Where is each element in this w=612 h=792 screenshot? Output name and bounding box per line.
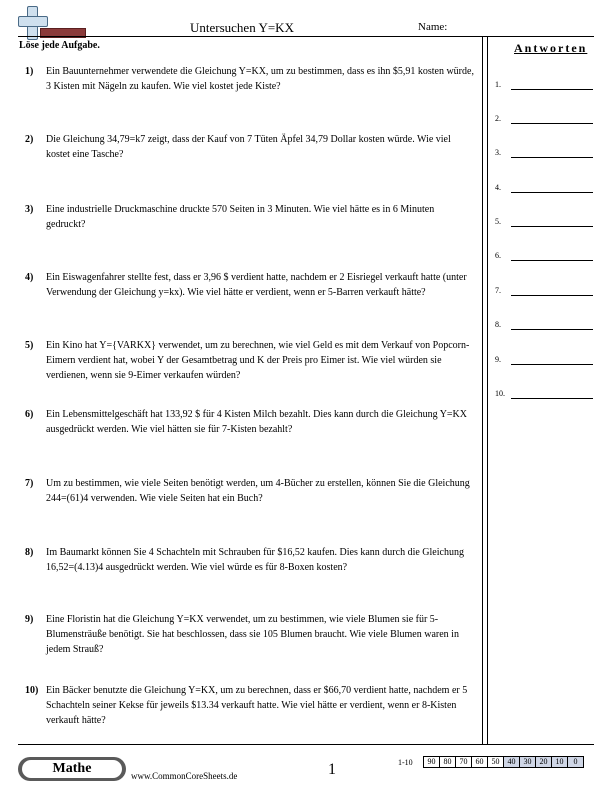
question-text: Ein Kino hat Y={VARKX} verwendet, um zu berechnen, wie viel Geld es mit dem Verkauf von Popcorn-Eimern verdient hat, wobei Y der Gesamtbetrag und K der Preis pro Eimer ist. Wie viel würden sie verdienen, wenn sie 9-Eimer verkaufen würden? xyxy=(46,340,470,381)
answer-number: 10. xyxy=(495,389,505,398)
score-range-label: 1-10 xyxy=(398,758,413,767)
question-number: 2) xyxy=(25,134,34,145)
page-number: 1 xyxy=(328,761,336,778)
site-url: www.CommonCoreSheets.de xyxy=(131,771,238,781)
question-text: Ein Lebensmittelgeschäft hat 133,92 $ für 4 Kisten Milch bezahlt. Dies kann durch die Gleichung Y=KX ausgedrückt werden. Wie viel hätten sie für 7-Kisten bezahlt? xyxy=(46,409,467,435)
question-number: 4) xyxy=(25,272,34,283)
answer-blank[interactable] xyxy=(511,89,593,90)
answer-number: 8. xyxy=(495,320,501,329)
score-cell: 20 xyxy=(536,757,552,768)
answer-row xyxy=(495,355,595,369)
logo xyxy=(18,4,68,38)
answer-number: 7. xyxy=(495,286,501,295)
answer-row xyxy=(495,183,595,197)
question-number: 8) xyxy=(25,547,34,558)
question-text: Ein Bäcker benutzte die Gleichung Y=KX, um zu berechnen, dass er $66,70 verdient hatte, nachdem er 5 Schachteln seiner Kekse für jeweils $13.34 verkauft hatte. Wie viel hätte er verdient, wenn er 8-Kisten verkauft hätte? xyxy=(46,685,468,726)
question-text: Eine industrielle Druckmaschine druckte 570 Seiten in 3 Minuten. Wie viel hätte es in 6 Minuten gedruckt? xyxy=(46,204,435,230)
answer-blank[interactable] xyxy=(511,398,593,399)
worksheet-title: Untersuchen Y=KX xyxy=(190,20,294,35)
score-cell: 30 xyxy=(520,757,536,768)
question-text: Ein Bauunternehmer verwendete die Gleichung Y=KX, um zu bestimmen, dass es ihn $5,91 kosten würde, 3 Kisten mit Nägeln zu kaufen. Wie viel kostet jede Kiste? xyxy=(46,66,474,92)
answer-row xyxy=(495,286,595,300)
question-number: 9) xyxy=(25,614,34,625)
answer-row xyxy=(495,389,595,403)
question-text: Ein Eiswagenfahrer stellte fest, dass er 3,96 $ verdient hatte, nachdem er 2 Eisriegel verkauft hatte (unter Verwendung der Gleichung y=kx). Wie viel hätte er verdient, wenn er 5-Barren verkauft hätte? xyxy=(46,272,467,298)
answer-row xyxy=(495,251,595,265)
question-text: Die Gleichung 34,79=k7 zeigt, dass der Kauf von 7 Tüten Äpfel 34,79 Dollar kosten würde. Wie viel kostet eine Tasche? xyxy=(46,134,451,160)
answer-column-border xyxy=(482,36,483,744)
answer-column-border-inner xyxy=(487,36,488,744)
question-text: Um zu bestimmen, wie viele Seiten benötigt werden, um 4-Bücher zu erstellen, können Sie die Gleichung 244=(61)4 verwenden. Wie viele Seiten hat ein Buch? xyxy=(46,478,470,504)
answer-number: 4. xyxy=(495,183,501,192)
answer-number: 6. xyxy=(495,251,501,260)
answer-blank[interactable] xyxy=(511,123,593,124)
answer-number: 3. xyxy=(495,148,501,157)
score-table xyxy=(423,756,584,768)
score-cell: 90 xyxy=(424,757,440,768)
footer-divider xyxy=(18,744,594,745)
answer-number: 1. xyxy=(495,80,501,89)
answer-blank[interactable] xyxy=(511,157,593,158)
question-number: 7) xyxy=(25,478,34,489)
answer-blank[interactable] xyxy=(511,329,593,330)
score-cell: 40 xyxy=(504,757,520,768)
question-number: 3) xyxy=(25,204,34,215)
question-number: 1) xyxy=(25,66,34,77)
score-cell: 0 xyxy=(568,757,584,768)
question-text: Eine Floristin hat die Gleichung Y=KX verwendet, um zu bestimmen, wie viele Blumen sie für 5-Blumensträuße benötigt. Sie hat beschlossen, dass sie 105 Blumen braucht. Wie viele Blumen waren in jedem Strauß? xyxy=(46,614,459,655)
name-label: Name: xyxy=(418,21,448,33)
answer-number: 5. xyxy=(495,217,501,226)
answer-row xyxy=(495,217,595,231)
answer-row xyxy=(495,80,595,94)
subject-badge xyxy=(18,757,126,781)
answer-row xyxy=(495,114,595,128)
score-cell: 10 xyxy=(552,757,568,768)
score-cell: 70 xyxy=(456,757,472,768)
answer-blank[interactable] xyxy=(511,192,593,193)
score-cell: 80 xyxy=(440,757,456,768)
score-cell: 60 xyxy=(472,757,488,768)
subject-badge-label: Mathe xyxy=(22,760,122,778)
header-divider xyxy=(18,36,594,37)
answer-row xyxy=(495,148,595,162)
question-text: Im Baumarkt können Sie 4 Schachteln mit Schrauben für $16,52 kaufen. Dies kann durch die Gleichung 16,52=(4.13)4 ausgedrückt werden. Wie viel würde es für 8-Boxen kosten? xyxy=(46,547,464,573)
answer-blank[interactable] xyxy=(511,295,593,296)
question-number: 5) xyxy=(25,340,34,351)
answer-number: 9. xyxy=(495,355,501,364)
answer-blank[interactable] xyxy=(511,364,593,365)
score-cell: 50 xyxy=(488,757,504,768)
answer-blank[interactable] xyxy=(511,226,593,227)
answer-number: 2. xyxy=(495,114,501,123)
answer-row xyxy=(495,320,595,334)
instructions: Löse jede Aufgabe. xyxy=(19,40,100,51)
question-number: 10) xyxy=(25,685,39,696)
answer-blank[interactable] xyxy=(511,260,593,261)
question-number: 6) xyxy=(25,409,34,420)
answers-title: Antworten xyxy=(514,41,588,55)
